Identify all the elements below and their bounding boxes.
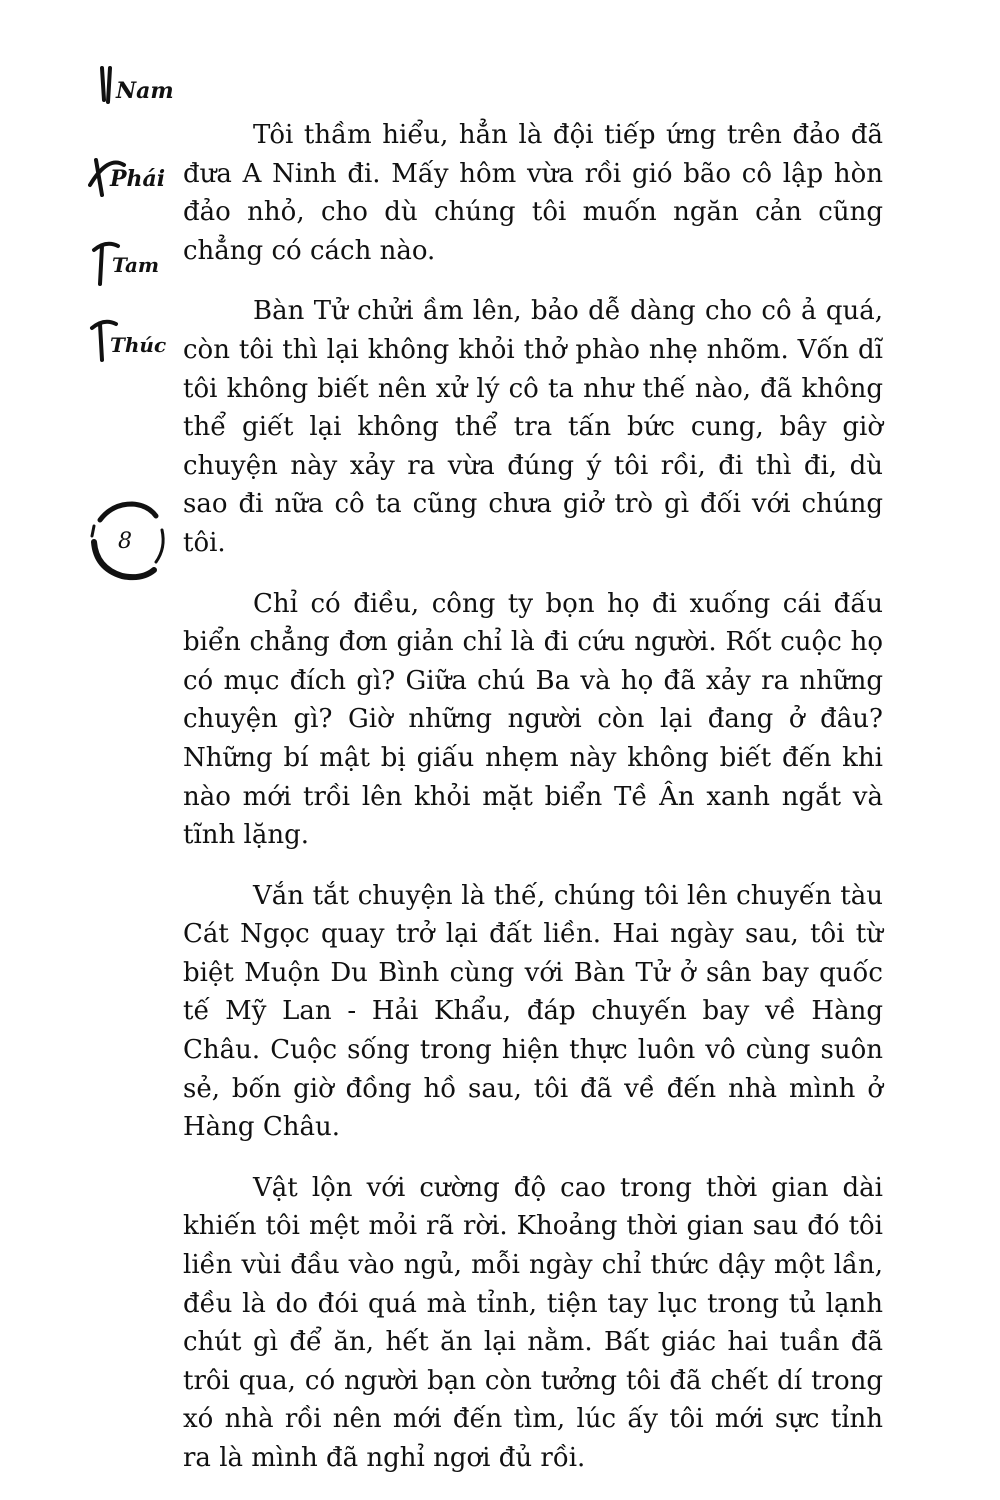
paragraph-2: Bàn Tử chửi ầm lên, bảo dễ dàng cho cô ả quá, còn tôi thì lại không khỏi thở phào nhẹ nhõm. Vốn dĩ tôi không biết nên xử lý cô ta như thế nào, đã không thể giết lại không thể tra tấn bức cung, bây giờ chuyện này xảy ra vừa đúng ý tôi rồi, đi thì đi, dù sao đi nữa cô ta cũng chưa giở trò gì đối với chúng tôi.	[183, 296, 883, 558]
calligraphy-word-4-text: Thúc	[110, 333, 167, 357]
calligraphy-word-1-text: Nam	[116, 78, 174, 104]
chapter-number: 8	[118, 529, 132, 554]
calligraphy-word-2-text: Phái	[110, 166, 166, 192]
calligraphy-word-3-text: Tam	[112, 253, 160, 277]
calligraphy-word-1	[102, 68, 174, 104]
brush-circle-icon	[82, 496, 172, 586]
paragraph-1: Tôi thầm hiểu, hẳn là đội tiếp ứng trên đảo đã đưa A Ninh đi. Mấy hôm vừa rồi gió bão cô lập hòn đảo nhỏ, cho dù chúng tôi muốn ngăn cản cũng chẳng có cách nào.	[183, 120, 883, 266]
side-calligraphy-title	[88, 60, 188, 390]
calligraphy-word-2	[90, 160, 165, 195]
paragraph-5: Vật lộn với cường độ cao trong thời gian dài khiến tôi mệt mỏi rã rời. Khoảng thời gian sau đó tôi liền vùi đầu vào ngủ, mỗi ngày chỉ thức dậy một lần, đều là do đói quá mà tỉnh, tiện tay lục trong tủ lạnh chút gì để ăn, hết ăn lại nằm. Bất giác hai tuần đã trôi qua, có người bạn còn tưởng tôi đã chết dí trong xó nhà rồi nên mới đến tìm, lúc ấy tôi mới sực tỉnh ra là mình đã nghỉ ngơi đủ rồi.	[183, 1172, 883, 1473]
calligraphy-word-4	[92, 322, 166, 360]
paragraph-3: Chỉ có điều, công ty bọn họ đi xuống cái đấu biển chẳng đơn giản chỉ là đi cứu người. Rốt cuộc họ có mục đích gì? Giữa chú Ba và họ đã xảy ra những chuyện gì? Giờ những người còn lại đang ở đâu? Những bí mật bị giấu nhẹm này không biết đến khi nào mới trồi lên khỏi mặt biển Tề Ân xanh ngắt và tĩnh lặng.	[183, 588, 883, 851]
body-text	[183, 116, 883, 1500]
chapter-marker	[82, 496, 172, 586]
paragraph-4: Vắn tắt chuyện là thế, chúng tôi lên chuyến tàu Cát Ngọc quay trở lại đất liền. Hai ngày sau, tôi từ biệt Muộn Du Bình cùng với Bàn Tử ở sân bay quốc tế Mỹ Lan - Hải Khẩu, đáp chuyến bay về Hàng Châu. Cuộc sống trong hiện thực luôn vô cùng suôn sẻ, bốn giờ đồng hồ sau, tôi đã về đến nhà mình ở Hàng Châu.	[183, 880, 883, 1143]
calligraphy-title-svg	[88, 60, 188, 390]
calligraphy-word-3	[94, 244, 159, 284]
